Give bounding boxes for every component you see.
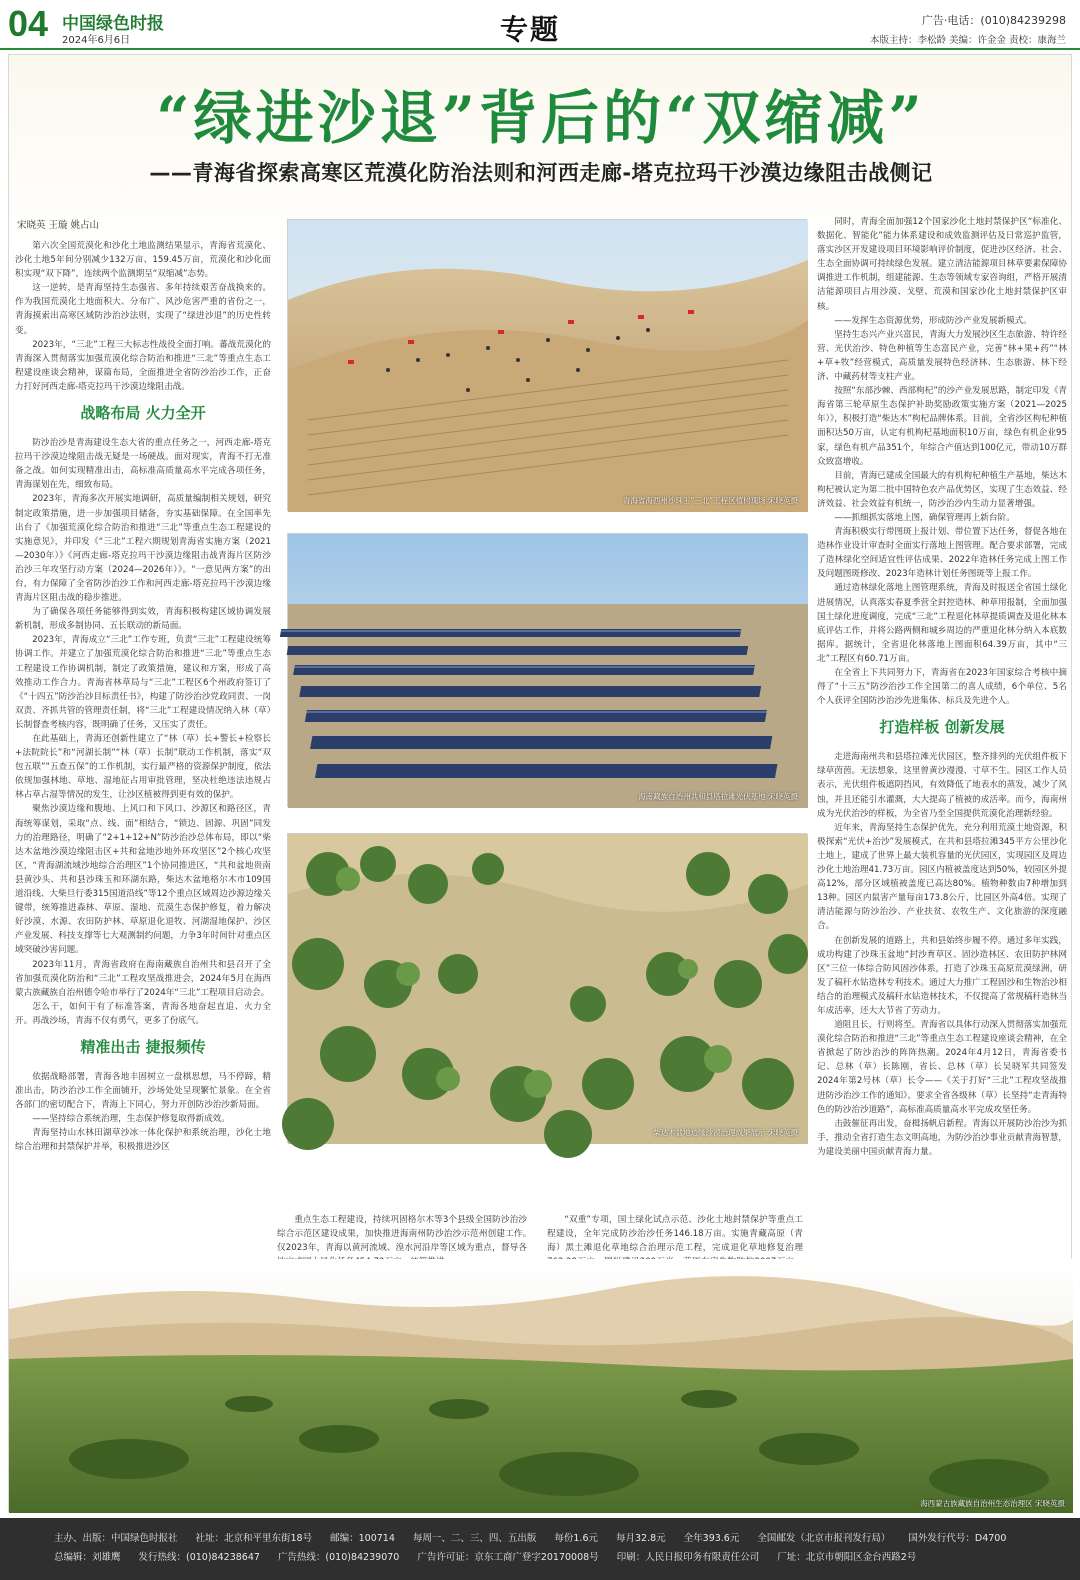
paragraph: ——抓细抓实落地上图，确保管理再上新台阶。	[834, 512, 1015, 523]
footer-item: 全年393.6元	[683, 1533, 740, 1544]
footer-item: 国外发行代号：D4700	[908, 1533, 1007, 1544]
paragraph: 聚焦沙漠边缘和腹地、上风口和下风口、沙源区和路径区，青海统筹谋划，采取“点、线、面”相结合，“锁边、固源、巩固”同发力的治理路径，明确了“2+1+12+N”防沙治沙总体布局，即以“柴达木盆地沙漠边缘阻击区+共和盆地沙地外环攻坚区”2个核心攻坚区，“青海湖流域沙地综合治理区”1个协同推进区，“共和盆地贵南县黄沙头、共和县沙珠玉和环湖东路，柴达木盆地格尔木市109国道沿线、大柴旦行委315国道沿线”等12个重点区域周边沙源边缘关键带，统筹推进森林、草原、湿地、荒漠生态保护修复，着力解决好沙漠、水源、农田防护林、草原退化退牧、河湖湿地保护、沙区产业发展、科技支撑等七大观测制约问题，力争3年时间针对重点区域突破沙害问题。	[15, 804, 271, 956]
paragraph: 为了确保各项任务能够得到实效，青海积极构建区域协调发展新机制，形成多制协同、五长联动的新局面。	[15, 607, 271, 632]
footer-item: 每周一、二、三、四、五出版	[412, 1533, 537, 1544]
right-model-text	[817, 750, 1067, 1159]
photo2-caption: 海南藏族自治州共和县塔拉滩光伏基地 宋晓英摄	[638, 792, 798, 801]
paragraph: 2023年，“三北”工程三大标志性战役全面打响。蕃战荒漠化的青海深入贯彻落实加强荒漠化综合防治和推进“三北”等重点生态工程建设座谈会精神，谋篇布局，全面推进全省防沙治沙工作，正奋力打好河西走廊-塔克拉玛干沙漠边缘阻击战。	[15, 339, 271, 392]
footer-item: 邮编：100714	[330, 1533, 395, 1544]
byline: 宋晓英 王璇 姚占山	[17, 220, 100, 231]
editors-line: 本版主持：李松龄 美编：许金金 责校：康海兰	[869, 35, 1066, 46]
paragraph: 坚持生态兴产业兴富民，青海大力发展沙区生态旅游、特许经营、光伏治沙、特色种植等生态富民产业，完善“林+果+药”“林+草+牧”经营模式，高质量发展特色经济林、生态旅游、林下经济、中藏药材等支柱产业。	[817, 329, 1067, 383]
footer-item: 发行热线：(010)84238647	[138, 1552, 260, 1563]
section-heading-model: 打造样板 创新发展	[879, 718, 1005, 737]
left-strategy-text	[15, 436, 271, 1028]
bottom-photo-caption: 海西蒙古族藏族自治州生态治理区 宋晓英摄	[920, 1499, 1065, 1508]
paragraph: 近年来，青海坚持生态保护优先，充分利用荒漠土地资源，积极探索“光伏+治沙”发展模式，在共和县塔拉滩345平方公里沙化土地上，建成了世界上最大装机容量的光伏园区，实现园区及周边沙化土地治理41.73万亩。园区内植被盖度达到50%，较园区外提高12%，部分区域植被盖度已高达80%。植物种数由7种增加到13种。园区内鼠害产量每亩173.8公斤，比园区外高4倍。实现了清洁能源与防沙治沙、产业扶贫、农牧生产、文化旅游的深度融合。	[817, 822, 1067, 932]
paragraph: 走进海南州共和县塔拉滩光伏园区，整齐排列的光伏组件板下绿草茵茵。无法想象，这里曾黄沙漫漫、寸草不生。园区工作人员表示，光伏组件板遮阴挡风，有效降低了地表水的蒸发，减少了风蚀，并且还能引水灌溉，大大提高了植被的成活率。而今，海南州成为光伏治沙的样板，为全省乃至全国提供荒漠化治理新经验。	[817, 752, 1067, 819]
green-dunes-illustration	[288, 834, 808, 1144]
bottom-column-2-text: “双重”专项，国土绿化试点示范、沙化土地封禁保护等重点工程建设，全年完成防沙治沙任务146.18万亩。实施青藏高原（青海）黑土滩退化草地综合治理示范工程，完成退化草地修复治理	[547, 1215, 803, 1254]
paragraph: 这一逆转，是青海坚持生态强省、多年持续艰苦奋战换来的。作为我国荒漠化土地面积大、分布广、风沙危害严重的省份之一，青海摸索出高寒区域防沙治沙法则，实现了“绿进沙退”的历史性转变。	[15, 283, 271, 336]
photo-tree-planting	[287, 219, 807, 511]
right-text	[817, 215, 1067, 708]
paragraph: 青海坚持山水林田湖草沙冰一体化保护和系统治理，沙化土地综合治理和封禁保护并举，积极推进沙区	[15, 1128, 271, 1153]
publication-footer	[0, 1518, 1080, 1580]
footer-item: 每份1.6元	[554, 1533, 598, 1544]
ad-phone-line: 广告·电话：(010)84239298	[921, 14, 1066, 27]
footer-item: 广告热线：(010)84239070	[277, 1552, 400, 1563]
footer-item: 全国邮发（北京市报刊发行局）	[757, 1533, 891, 1544]
solar-farm-illustration	[288, 534, 808, 808]
tree-planting-illustration	[288, 220, 808, 512]
photo-solar-farm	[287, 533, 807, 807]
paragraph: ——坚持综合系统治理，生态保护修复取得新成效。	[32, 1114, 230, 1125]
paragraph: 防沙治沙是青海建设生态大省的重点任务之一，河西走廊-塔克拉玛干沙漠边缘阻击战无疑是一场硬战。面对现实，青海不打无准备之战。如何实现精准出击，高标准高质量高水平完成各项任务，青海谋划在先，细致布局。	[15, 438, 271, 491]
photo1-caption: 青海省海西州沙珠玉“三北”工程区植树现场 宋晓英摄	[622, 496, 798, 505]
paragraph: 道阻且长，行则将至。青海省以具体行动深入贯彻落实加强荒漠化综合防治和推进“三北”等重点生态工程建设座谈会精神，在全省掀起了防沙治沙的阵阵热潮。2024年4月12日，青海省委书记、总林（草）长陈刚，省长、总林（草）长吴晓军共同签发2024年第2号林（草）长令——《关于打好“三北”工程攻坚战推进防沙治沙工作的通知》。要求全省各级林（草）长坚持“走青海特色的防沙治沙道路”，高标准高质量高水平完成攻坚任务。	[817, 1020, 1067, 1115]
section-heading-precision: 精准出击 捷报频传	[80, 1037, 206, 1056]
paragraph: 同时，青海全面加强12个国家沙化土地封禁保护区“标准化、数据化、智能化”能力体系建设和成效监测评估及日常巡护监管，落实沙区开发建设项目环境影响评价制度，促进沙区经济、社会、生态全面协调可持续绿色发展。建立清洁能源项目林草要素保障协调推进工作机制，组建能源、生态等领域专家咨询组，严格开展清洁能源项目占用沙漠、戈壁、荒漠和国家沙化土地封禁保护区审核。	[817, 217, 1067, 312]
footer-line-1	[54, 1530, 1024, 1544]
left-column	[15, 239, 271, 1251]
footer-item: 印刷：人民日报印务有限责任公司	[616, 1552, 760, 1563]
paragraph: ——发挥生态资源优势，形成防沙产业发展新模式。	[834, 315, 1032, 326]
headline: “绿进沙退”背后的“双缩减”	[156, 84, 926, 152]
footer-item: 厂址：北京市朝阳区金台西路2号	[777, 1552, 917, 1563]
footer-item: 每月32.8元	[616, 1533, 666, 1544]
page-number: 04	[8, 3, 49, 44]
paragraph: 第六次全国荒漠化和沙化土地监测结果显示，青海省荒漠化、沙化土地5年间分别减少132万亩、159.45万亩，荒漠化和沙化面积实现“双下降”，连续两个监测期呈“双缩减”态势。	[15, 241, 271, 280]
footer-item: 社址：北京和平里东街18号	[195, 1533, 313, 1544]
paragraph: 青海积极实行带图斑上报计划、带位置下达任务，督促各地在造林作业设计审查时全面实行落地上图管理。配合要求部署，完成了造林绿化空间适宜性评估成果、2022年造林任务完成上图工作及问题图斑修改、2023年造林计划任务图斑等上报工作。	[817, 527, 1067, 580]
masthead	[0, 0, 1080, 50]
paragraph: 击鼓催征再出发，奋楫扬帆启新程。青海以开展防沙治沙为抓手，推动全省打造生态文明高地，为防沙治沙事业贡献青海智慧，为建设美丽中国贡献青海力量。	[817, 1118, 1067, 1157]
paragraph: 怎么干，如何干有了标准答案，青海各地奋起直追、火力全开。再战沙场，青海不仅有勇气，更多了份底气。	[15, 1001, 271, 1026]
paragraph: 2023年，青海多次开展实地调研，高质量编制相关规划，研究制定政策措施，进一步加强项目储备，夯实基础保障。在全国率先出台了《加强荒漠化综合防治和推进“三北”等重点生态工程建设的实施意见》，并印发《“三北”工程六期规划青海省实施方案（2021—2030年）》《河西走廊-塔克拉玛干沙漠边缘阻击战青海片区防沙治沙三年攻坚行动方案（2024—2026年）》。“一意见两方案”的出台，有力保障了全省防沙治沙工作和河西走廊-塔克拉玛干沙漠边缘青海片区阻击战的稳步推进。	[15, 494, 271, 604]
article-frame	[8, 54, 1072, 1512]
paragraph: 目前，青海已建成全国最大的有机枸杞种植生产基地，柴达木枸杞被认定为第二批中国特色农产品优势区，实现了生态效益、经济效益、社会效益有机统一，防沙治沙内生动力显著增强。	[817, 470, 1067, 509]
left-intro	[15, 239, 271, 394]
photo3-caption: 柴达木盆地边缘沙漠治理成果展示 宋晓英摄	[653, 1128, 798, 1137]
footer-item: 广告许可证：京东工商广登字20170008号	[417, 1552, 599, 1563]
paragraph: 在创新发展的道路上，共和县始终步履不停。通过多年实践，成功构建了沙珠玉盆地“封沙育草区、固沙造林区、农田防护林网区”三位一体综合防风固沙体系，打造了沙珠玉高原荒漠绿洲，研发了稿秆水钻造林专利技术。通过大力推广工程固沙和生物治沙相结合的治理模式及稿秆水钻造林技术，不仅提高了常规稿秆造林当年成活率，还大大节省了劳动力。	[817, 935, 1067, 1016]
footer-item: 总编辑：刘雄鹰	[54, 1552, 121, 1563]
right-column	[817, 215, 1067, 1263]
paragraph: 依据战略部署，青海各地丰固树立一盘棋思想，马不停蹄，精准出击，防沙治沙工作全面铺开，沙场处处呈现繁忙景象。在全省各部门的密切配合下，青海上下同心，努力开创防沙治沙新局面。	[15, 1071, 271, 1111]
paragraph: 在全省上下共同努力下，青海省在2023年国家综合考核中摘得了“十三五”防沙治沙工作全国第二的喜人成绩，6个单位、5名个人获评全国防沙治沙先进集体、标兵及先进个人。	[817, 668, 1067, 707]
paragraph: 2023年，青海成立“三北”工作专班，负责“三北”工程建设统筹协调工作。并建立了加强荒漠化综合防治和推进“三北”等重点生态工程建设工作协调机制，制定了政策措施，建议和方案，形成了高效推动工作合力。青海省林草局与“三北”工程区6个州政府签订了《“十四五”防沙治沙目标责任书》，构建了防沙治沙党政同责、一岗双责、齐抓共管的管理责任制，将“三北”工程建设情况纳入林（草）长制督查考核内容，既明确了任务，又压实了责任。	[15, 635, 271, 730]
paper-name-logo: 中国绿色时报	[62, 14, 164, 34]
bottom-column-1-text: 重点生态工程建设，持续巩固格尔木等3个县级全国防沙治沙综合示范区建设成果，加快推进海南州防沙治沙示范州创建工作。 仅2023年，青海以黄河流域、湟水河沿岸等区域为重点，督导各	[277, 1215, 527, 1254]
section-heading-strategy: 战略布局 火力全开	[80, 404, 206, 423]
paragraph: 在此基础上，青海还创新性建立了“林（草）长+警长+检察长+法院院长”和“河湖长制”“林（草）长制”联动工作机制，落实“双包五联”“五查五保”的工作机制，实行最严格的资源保护制度，依法依规加强林地、草地、湿地征占用审批管理，坚决杜绝违法违规占林占草占湿等情况的发生，让沙区植被得到更有效的保护。	[15, 734, 271, 801]
paragraph: 按照“东部沙棘、西部枸杞”的沙产业发展思路，制定印发《青海省第三轮草原生态保护补助奖励政策实施方案（2021—2025年）》，积极打造“柴达木”枸杞品牌体系。目前，全省沙区枸杞种植面积达50万亩，认定有机枸杞基地面积10万亩，绿色有机企业95家，绿色有机产品351个，年综合产值达到100亿元，带动10万群众致富增收。	[817, 386, 1067, 467]
landscape-illustration	[9, 1259, 1073, 1513]
footer-line-2	[54, 1549, 934, 1563]
photo-green-dunes	[287, 833, 807, 1143]
paragraph: 通过造林绿化落地上图管理系统，青海及时报送全省国土绿化进展情况，认真落实春夏季营全封控造林、种草用报制，全面加强国土绿化进度调度，完成“三北”工程退化林草提质调查及退化林本底评估工作，并将公路两侧和城乡周边的严重退化林分纳入本底数据库。据统计，全省退化林落地上图面积64.39万亩，其中“三北”工程区有60.71万亩。	[817, 583, 1067, 664]
footer-item: 主办、出版：中国绿色时报社	[54, 1533, 178, 1544]
photo-landscape	[9, 1259, 1073, 1513]
subheadline: ——青海省探索高寒区荒漠化防治法则和河西走廊-塔克拉玛干沙漠边缘阻击战侧记	[149, 161, 933, 185]
issue-date: 2024年6月6日	[62, 35, 131, 46]
left-precision-text	[15, 1070, 271, 1155]
paragraph: 2023年11月，青海省政府在海南藏族自治州共和县召开了全省加强荒漠化防治和“三北”工程攻坚战推进会，2024年5月在海西蒙古族藏族自治州德令哈市举行了2024年“三北”工程项目启动会。	[15, 959, 271, 998]
section-title: 专题	[500, 13, 561, 46]
